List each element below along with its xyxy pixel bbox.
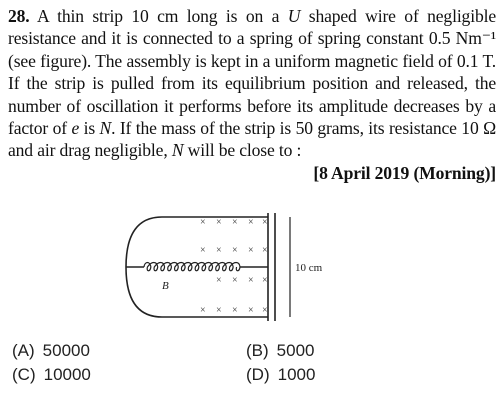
question-number: 28. <box>8 6 30 26</box>
field-cross-mark: × <box>262 217 268 228</box>
field-cross-mark: × <box>262 275 268 286</box>
option-c-value: 10000 <box>43 365 91 384</box>
figure <box>120 209 370 331</box>
option-a-label: (A) <box>12 341 35 360</box>
option-d <box>246 365 315 385</box>
field-cross-mark: × <box>248 305 254 316</box>
option-d-label: (D) <box>246 365 270 384</box>
field-cross-mark: × <box>200 305 206 316</box>
field-cross-mark: × <box>232 275 238 286</box>
field-cross-mark: × <box>232 217 238 228</box>
field-cross-mark: × <box>232 305 238 316</box>
question-block <box>8 5 496 184</box>
field-cross-mark: × <box>248 245 254 256</box>
option-d-value: 1000 <box>277 365 316 384</box>
option-c-label: (C) <box>12 365 36 384</box>
field-cross-mark: × <box>262 305 268 316</box>
u-wire-diagram <box>120 209 370 331</box>
option-b-label: (B) <box>246 341 269 360</box>
option-c <box>12 365 91 385</box>
field-cross-mark: × <box>232 245 238 256</box>
option-b <box>246 341 315 361</box>
spring <box>144 263 240 271</box>
field-cross-mark: × <box>200 217 206 228</box>
field-cross-mark: × <box>216 245 222 256</box>
field-cross-mark: × <box>216 305 222 316</box>
option-a-value: 50000 <box>42 341 90 360</box>
field-cross-mark: × <box>200 245 206 256</box>
source-line <box>8 162 496 184</box>
field-label: B <box>162 280 169 292</box>
field-cross-mark: × <box>216 217 222 228</box>
question-source: [8 April 2019 (Morning)] <box>313 162 496 183</box>
field-cross-mark: × <box>248 275 254 286</box>
field-cross-mark: × <box>248 217 254 228</box>
field-cross-mark: × <box>262 245 268 256</box>
question-text: A thin strip 10 cm long is on a U shaped wire of negligible resistance and it is connected to a spring of spring constant 0.5 Nm⁻¹ (see figure). The assembly is kept in a uniform magnetic field of 0.1 T. If the strip is pulled from its equilibrium position and released, the number of oscillation it performs before its amplitude decreases by a factor of e is N. If the mass of the strip is 50 grams, its resistance 10 Ω and air drag negligible, N will be close to : <box>8 6 496 161</box>
option-a <box>12 341 90 361</box>
length-label: 10 cm <box>295 262 323 274</box>
field-cross-mark: × <box>216 275 222 286</box>
option-b-value: 5000 <box>276 341 315 360</box>
